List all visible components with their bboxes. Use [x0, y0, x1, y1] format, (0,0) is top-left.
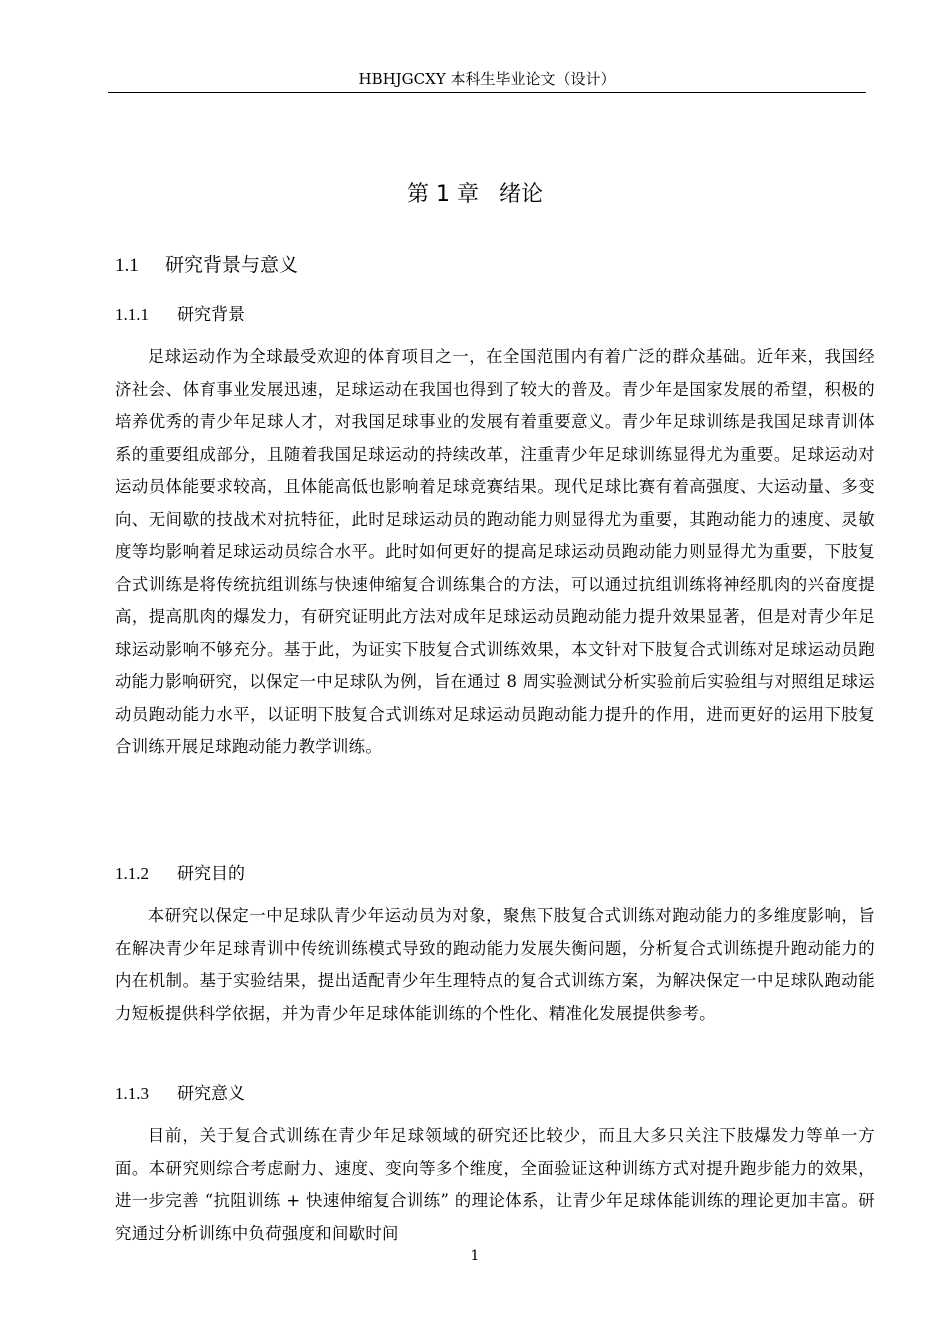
paragraph-research-significance: 目前，关于复合式训练在青少年足球领域的研究还比较少，而且大多只关注下肢爆发力等单一方面。本研究则综合考虑耐力、速度、变向等多个维度，全面验证这种训练方式对提升跑步能力的效果，进一步完善 “抗阻训练 + 快速伸缩复合训练” 的理论体系，让青少年足球体能训练的理论更加丰富。研究通过分析训练中负荷强度和间歇时间	[115, 1126, 875, 1243]
paragraph-research-purpose: 本研究以保定一中足球队青少年运动员为对象，聚焦下肢复合式训练对跑动能力的多维度影响，旨在解决青少年足球青训中传统训练模式导致的跑动能力发展失衡问题，分析复合式训练提升跑动能力的内在机制。基于实验结果，提出适配青少年生理特点的复合式训练方案，为解决保定一中足球队跑动能力短板提供科学依据，并为青少年足球体能训练的个性化、精准化发展提供参考。	[115, 906, 875, 1023]
section-title: 研究意义	[177, 1084, 245, 1104]
page-number: 1	[470, 1248, 480, 1264]
section-number: 1.1	[115, 255, 139, 276]
section-title: 研究背景与意义	[165, 254, 299, 276]
section-heading-1-1-2	[115, 862, 245, 886]
section-title: 研究目的	[177, 864, 245, 884]
section-title: 研究背景	[177, 305, 245, 325]
paragraph-research-background: 足球运动作为全球最受欢迎的体育项目之一，在全国范围内有着广泛的群众基础。近年来，我国经济社会、体育事业发展迅速，足球运动在我国也得到了较大的普及。青少年是国家发展的希望，积极的培养优秀的青少年足球人才，对我国足球事业的发展有着重要意义。青少年足球训练是我国足球青训体系的重要组成部分，且随着我国足球运动的持续改革，注重青少年足球训练显得尤为重要。足球运动对运动员体能要求较高，且体能高低也影响着足球竞赛结果。现代足球比赛有着高强度、大运动量、多变向、无间歇的技战术对抗特征，此时足球运动员的跑动能力则显得尤为重要，其跑动能力的速度、灵敏度等均影响着足球运动员综合水平。此时如何更好的提高足球运动员跑动能力则显得尤为重要，下肢复合式训练是将传统抗组训练与快速伸缩复合训练集合的方法，可以通过抗组训练将神经肌肉的兴奋度提高，提高肌肉的爆发力，有研究证明此方法对成年足球运动员跑动能力提升效果显著，但是对青少年足球运动影响不够充分。基于此，为证实下肢复合式训练效果，本文针对下肢复合式训练对足球运动员跑动能力影响研究，以保定一中足球队为例，旨在通过 8 周实验测试分析实验前后实验组与对照组足球运动员跑动能力水平，以证明下肢复合式训练对足球运动员跑动能力提升的作用，进而更好的运用下肢复合训练开展足球跑动能力教学训练。	[115, 347, 875, 756]
section-heading-1-1	[115, 252, 298, 279]
section-heading-1-1-1	[115, 303, 245, 327]
chapter-name: 绪论	[498, 182, 543, 207]
running-header: HBHJGCXY 本科生毕业论文（设计）	[108, 66, 866, 93]
section-number: 1.1.1	[115, 305, 149, 324]
chapter-title	[0, 180, 950, 210]
section-number: 1.1.3	[115, 1084, 149, 1103]
section-number: 1.1.2	[115, 864, 149, 883]
section-heading-1-1-3	[115, 1082, 245, 1106]
chapter-number: 第 1 章	[407, 182, 479, 207]
